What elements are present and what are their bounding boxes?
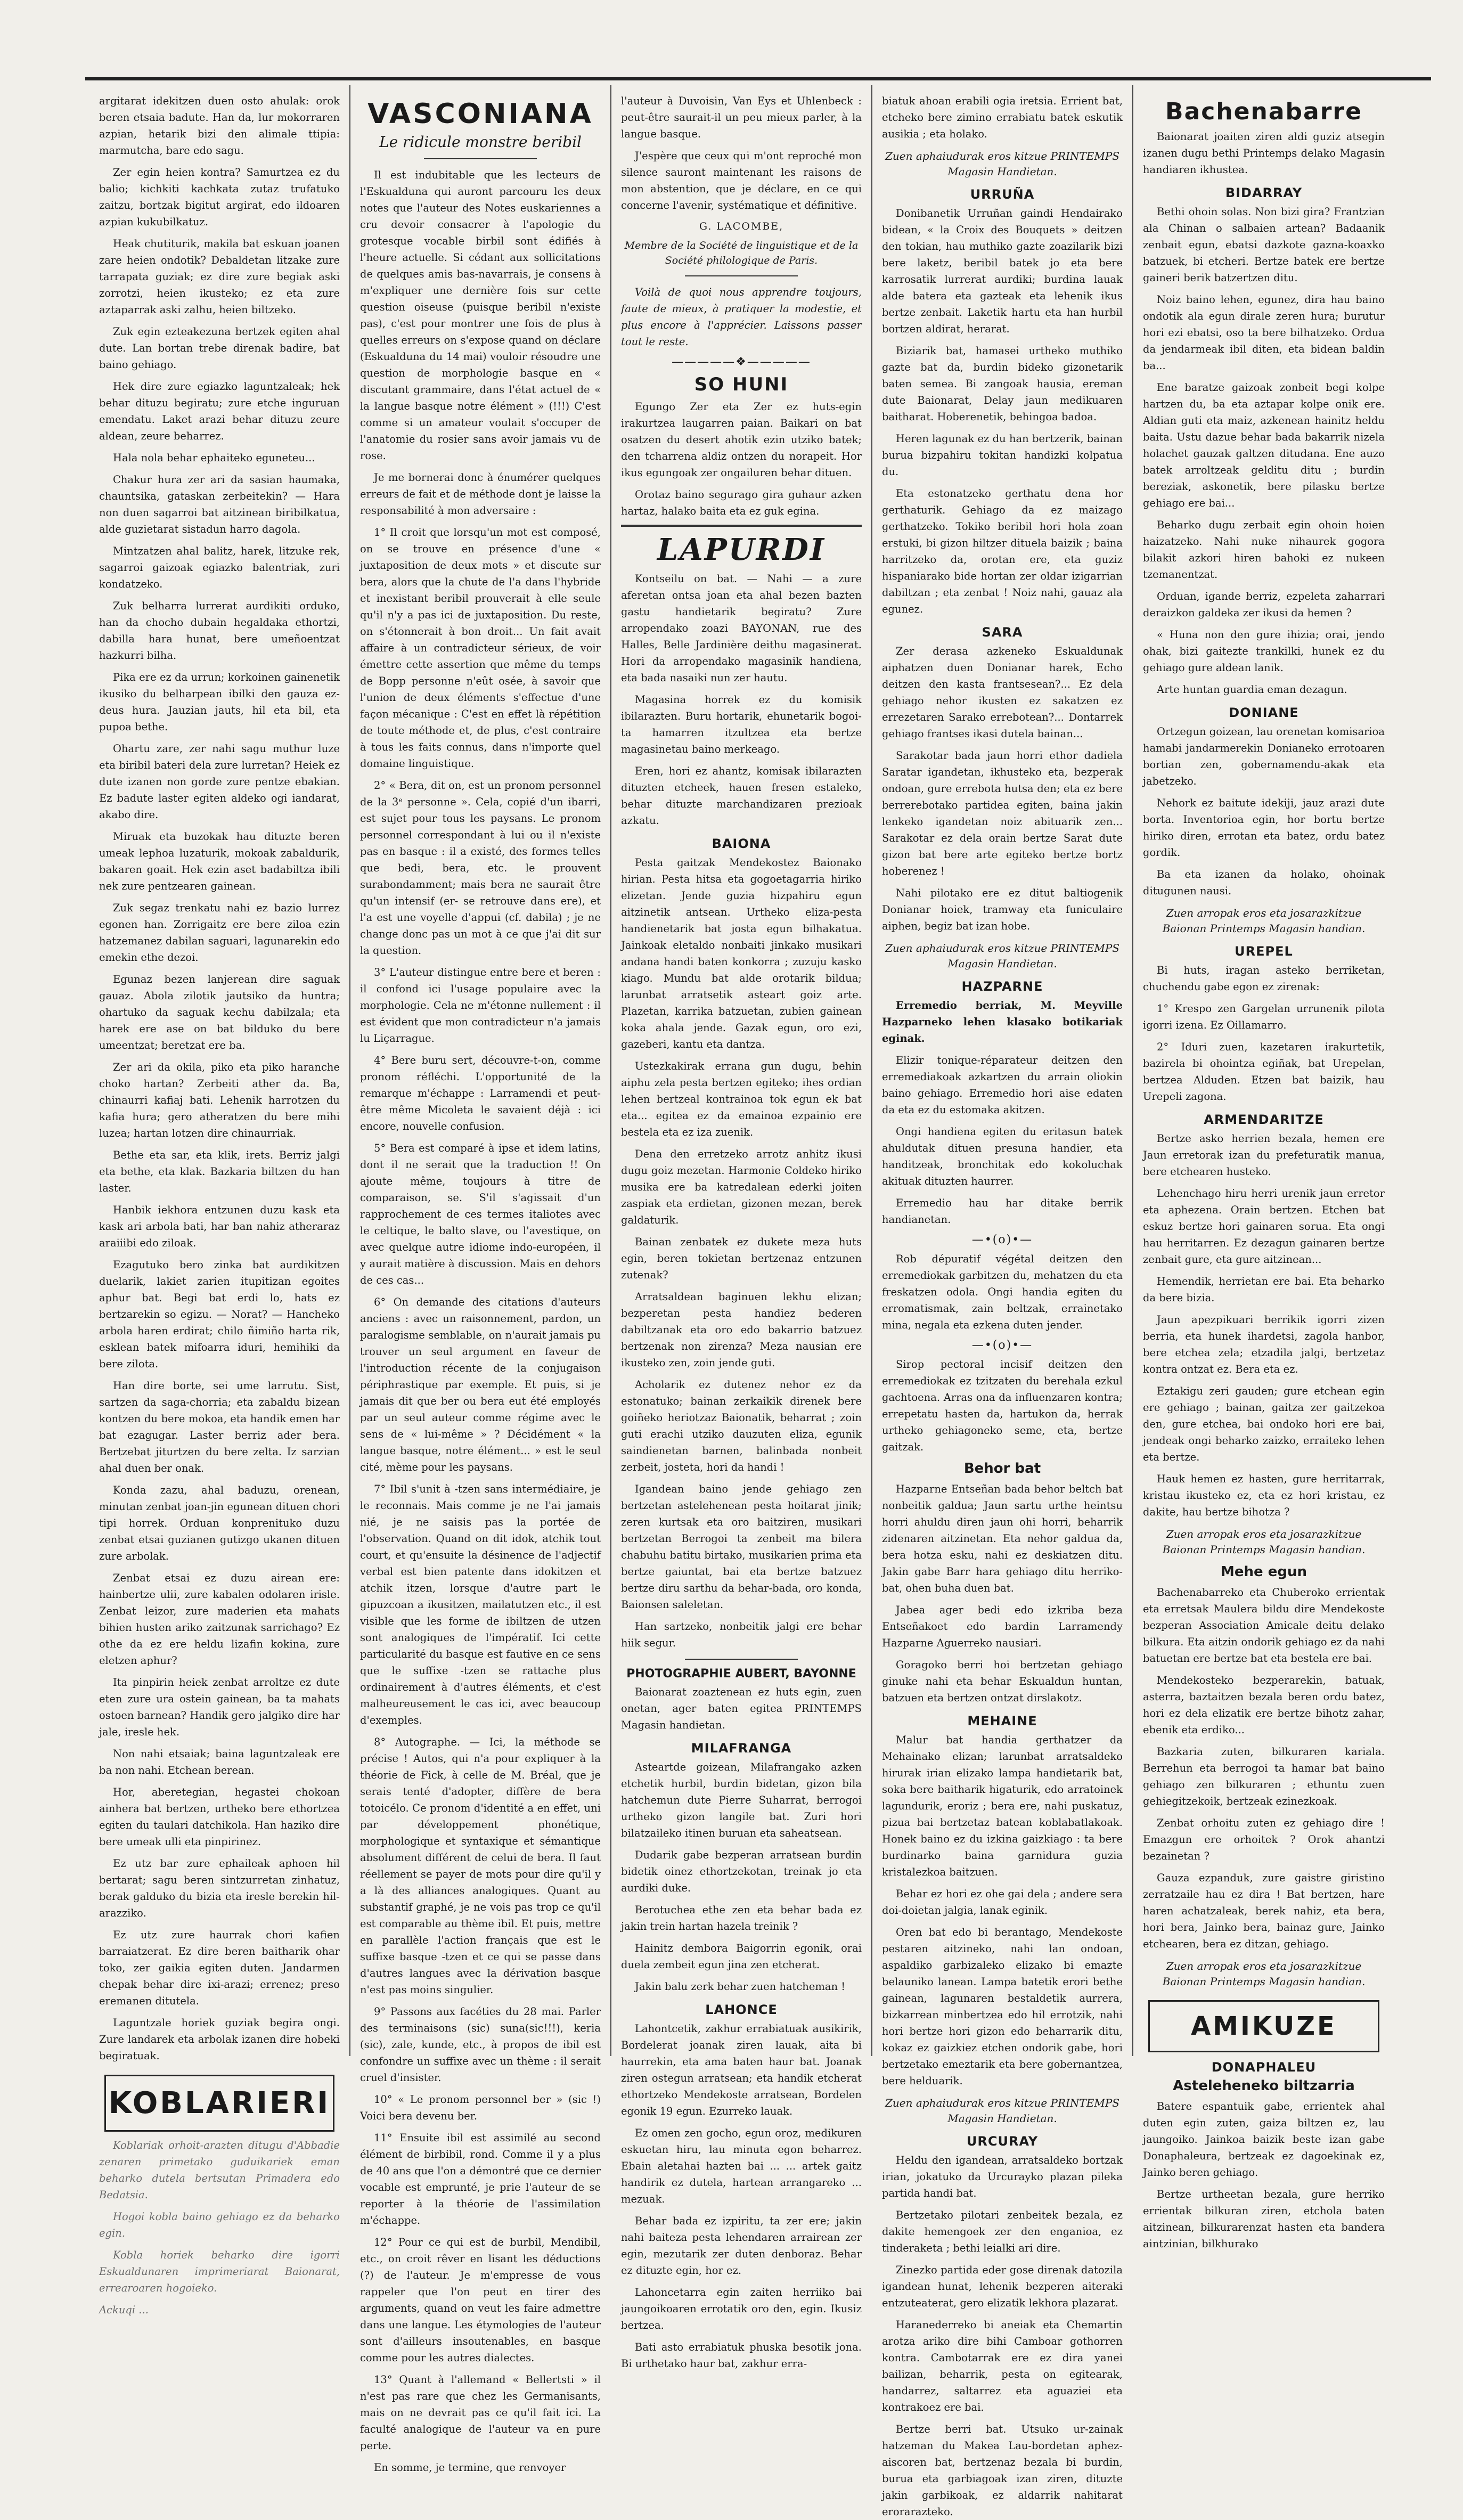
paragraph: Orotaz baino segurago gira guhaur azken hartaz, halako baita eta ez guk egina. — [621, 488, 862, 517]
signature-name: G. LACOMBE, — [699, 221, 784, 232]
paragraph: Hazparne Entseñan bada behor beltch bat nonbeitik galdua; Jaun sartu urthe heintsu horri ahuldu diren jaun ohi horri, beharrik zidenaren aitzinetan. Eta nehor galdua da, bera hotza esku, nahi ez deskiatzen ditu. Jakin gabe Barr hara gehiago ditu herriko-bat, ohen buha duen bat. — [882, 1483, 1123, 1594]
paragraph: Bertze urtheetan bezala, gure herriko errientak bilkuran ziren, etchola baten aitzinean, bilkurarenzat hasten eta bandera aintzinian, bilkhurako — [1143, 2188, 1385, 2250]
paragraph: Lahontcetik, zakhur errabiatuak ausikirik, Bordelerat joanak ziren lauak, aita bi haurrekin, eta ama baten haur bat. Joanak ziren ostegun arratsean; eta handik etcherat ethortzeko Mendekoste arratsean, Bordelen egonik 19 egun. Ezurreko lauak. — [621, 2022, 862, 2117]
advertisement: Zuen arropak eros eta josarazkitzue Baionan Printemps Magasin handian. — [1162, 1528, 1366, 1556]
paragraph: Han sartzeko, nonbeitik jalgi ere behar hiik segur. — [621, 1620, 862, 1649]
paragraph: Ene baratze gaizoak zonbeit begi kolpe hartzen du, ba eta aztapar kolpe onik ere. Aldian guti eta maiz, azkenean hainitz heldu baita. Ustu dazue behar bada bakarrik nizela holachet gauzak galtzen ditudana. Ene auzo batek arroltzeak gelditu ditu ; burdin bereziak, askonetik, bere pilasku bertze gehiago ere bai... — [1143, 381, 1385, 509]
paragraph: Bainan zenbatek ez dukete meza huts egin, beren tokietan bertzenaz entzunen zutenak? — [621, 1236, 862, 1281]
separator: —•(o)•— — [971, 1233, 1033, 1246]
paragraph: Hauk hemen ez hasten, gure herritarrak, kristau ikusteko ez, eta ez hori kristau, ez dakite, hau bertze bihotza ? — [1143, 1473, 1385, 1518]
paragraph: Ita pinpirin heiek zenbat arroltze ez dute eten zure ura ostein gainean, ba ta mahats ostoen barnean? Handik gero jalgiko dire har jale, iresle hek. — [99, 1676, 340, 1738]
paragraph: « Huna non den gure ihizia; orai, jendo ohak, bizi gaitezte trankilki, hunek ez du gehiago gure aldean lanik. — [1143, 629, 1385, 674]
divider — [685, 275, 798, 276]
subsection-title-behor: Behor bat — [963, 1461, 1041, 1477]
paragraph: Hala nola behar ephaiteko eguneteu... — [113, 452, 315, 464]
paragraph: Ez utz bar zure ephaileak aphoen hil bertarat; sagu beren sintzurretan zinhatuz, berak galduko du bizia eta iresle berekin hil-arazziko. — [99, 1857, 340, 1919]
paragraph: Heren lagunak ez du han bertzerik, bainan burua bizpahiru tokitan handizki kolpatua du. — [882, 433, 1123, 478]
paragraph: 5° Bera est comparé à ipse et idem latins, dont il ne serait que la traduction !! On ajoute même, toujours à titre de comparaison, se. S'il s'agissait d'un rapprochement de ces termes italiotes avec le celtique, le balto slave, ou l'avestique, on avec quelque autre idiome indo-européen, il y aurait matière à discussion. Mais en dehors de ces cas... — [360, 1142, 601, 1286]
paragraph: Konda zazu, ahal baduzu, orenean, minutan zenbat joan-jin egunean dituen chori tipi horrek. Orduan konprenituko duzu zenbat etsai guzianen gutizgo ukanen dituen zure arbolak. — [99, 1484, 340, 1562]
section-title-amikuze: AMIKUZE — [1148, 2000, 1379, 2052]
paragraph: biatuk ahoan erabili ogia iretsia. Errient bat, etcheko bere zimino errabiatu batek eskutik ausikia ; eta holako. — [882, 95, 1123, 140]
paragraph: Eren, hori ez ahantz, komisak ibilarazten dituzten etcheek, hauen fresen estaleko, behar dituzte marchandizaren prezioak azkatu. — [621, 765, 862, 827]
paragraph: 2° Iduri zuen, kazetaren irakurtetik, bazirela bi ohointza egiñak, bat Urepelan, bertzea Alduden. Etzen bat baizik, hau Urepeli zagona. — [1143, 1041, 1385, 1103]
paragraph: Heldu den igandean, arratsaldeko bortzak irian, jokatuko da Urcurayko plazan pileka partida handi bat. — [882, 2154, 1123, 2199]
paragraph: Zenbat etsai ez duzu airean ere: hainbertze ulii, zure kabalen odolaren irisle. Zenbat leizor, zure maderien eta mahats bihien husten ariko zaitzunak sarrichago? Ez othe da ez ere heldu lizafin kokina, zure eletzen aphur? — [99, 1572, 340, 1667]
paragraph: Berotuchea ethe zen eta behar bada ez jakin trein hartan hazela treinik ? — [621, 1904, 862, 1932]
paragraph: Miruak eta buzokak hau dituzte beren umeak lephoa luzaturik, mokoak zabaldurik, bakaren goait. Hek ezin aset badabiltza ibili nek zure pentzearen gainean. — [99, 830, 340, 892]
paragraph: Hanbik iekhora entzunen duzu kask eta kask ari arbola bati, har ban nahiz atheraraz araiiibi edo ziloak. — [99, 1204, 340, 1249]
paragraph: Bertzetako pilotari zenbeitek bezala, ez dakite hemengoek zer den enganioa, ez tinderaketa ; bethi leialki ari dire. — [882, 2209, 1123, 2254]
column-3 — [611, 85, 872, 2370]
paragraph: Ez utz zure haurrak chori kafien barraiatzerat. Ez dire beren baitharik ohar toko, zer gaikia egiten duten. Jandarmen chepak behar dire ixi-arazi; errenez; preso eremanen ditutela. — [99, 1929, 340, 2007]
paragraph: 11° Ensuite ibil est assimilé au second élément de birbibil, rond. Comme il y a plus de 40 ans que l'on a démontré que ce dernier vocable est emprunté, je prie l'auteur de se reporter à la théorie de l'assimilation m'échappe. — [360, 2132, 601, 2227]
paragraph: Hemendik, herrietan ere bai. Eta beharko da bere bizia. — [1143, 1275, 1385, 1304]
editor-note: Voilà de quoi nous apprendre toujours, faute de mieux, à pratiquer la modestie, et plus encore à l'apprécier. Laissons passer tout le reste. — [621, 286, 862, 348]
subsection-title-bidarray: BIDARRAY — [1225, 185, 1303, 200]
paragraph: Hogoi kobla baino gehiago ez da beharko egin. — [99, 2211, 340, 2239]
paragraph: 4° Bere buru sert, découvre-t-on, comme pronom réfléchi. L'opportunité de la remarque m'échappe : Larramendi et peut-être même Micoleta le savaient déjà : ici encore, nouvelle confusion. — [360, 1054, 601, 1132]
paragraph: Biziarik bat, hamasei urtheko muthiko gazte bat da, burdin bideko gizonetarik baten semea. Bi zangoak hausia, ereman dute Baionarat, Delay jaun medikuaren baitharat. Hoberenetik, behingoa badoa. — [882, 345, 1123, 423]
paragraph: Haranederreko bi aneiak eta Chemartin arotza ariko dire bihi Camboar gothorren kontra. Cambotarrak ere ez dira yanei bailizan, beharrik, pesta on egitearak, handarrez, saltarrez eta aguaziei eta kontrakoez ere bai. — [882, 2319, 1123, 2413]
divider — [424, 158, 537, 159]
section-title-lapurdi: LAPURDI — [657, 532, 826, 567]
subsection-title-lahonce: LAHONCE — [705, 2002, 778, 2017]
paragraph: Arte huntan guardia eman dezagun. — [1157, 683, 1347, 696]
paragraph: Ackuqi ... — [99, 2304, 149, 2316]
paragraph: Arratsaldean baginuen lekhu elizan; bezperetan pesta handiez bederen dabiltzanak eta oro edo bakarrio batzuez bertzenak non zirenza? Meza nausian ere ikusteko zen, zoin jende guti. — [621, 1291, 862, 1369]
paragraph: Bethe eta sar, eta klik, irets. Berriz jalgi eta bethe, eta klak. Bazkaria biltzen du han laster. — [99, 1149, 340, 1194]
paragraph: 10° « Le pronom personnel ber » (sic !) Voici bera devenu ber. — [360, 2093, 601, 2122]
paragraph: Erremedio hau har ditake berrik handianetan. — [882, 1197, 1123, 1226]
paragraph: Ortzegun goizean, lau orenetan komisarioa hamabi jandarmerekin Donianeko errotoaren bortian zen, gobernamendu-akak eta jabetzeko. — [1143, 725, 1385, 787]
ad-title-photographie: PHOTOGRAPHIE AUBERT, BAYONNE — [626, 1667, 856, 1681]
subsection-title-armendaritze: ARMENDARITZE — [1204, 1112, 1324, 1127]
subsection-title-donaphaleu: DONAPHALEU — [1211, 2060, 1317, 2075]
paragraph: Donibanetik Urruñan gaindi Hendairako bidean, « la Croix des Bouquets » deitzen den tokian, hau muthiko gazte zoazilarik bizi bere laketz, beribil batek jo eta bere karrosatik lurrerat aurdiki; burdina lauak alde batera eta gazteak eta lehenik ikus bertze zenbait. Laketik hartu eta han hurbil bortzen aldirat, herarat. — [882, 207, 1123, 335]
columns — [89, 85, 1394, 2518]
paragraph: Je me bornerai donc à énumérer quelques erreurs de fait et de méthode dont je laisse la responsabilité à mon adversaire : — [360, 471, 601, 517]
paragraph: J'espère que ceux qui m'ont reproché mon silence sauront maintenant les raisons de mon abstention, que je déclare, en ce qui concerne l'avenir, systématique et définitive. — [621, 150, 862, 211]
paragraph: Baionarat joaiten ziren aldi guziz atsegin izanen dugu bethi Printemps delako Magasin handiaren ikhustea. — [1143, 131, 1385, 176]
paragraph: Gauza ezpanduk, zure gaistre giristino zerratzaile hau ez dira ! Bat bertzen, hare haren achatzaleak, berek nahiz, eta bera, hori bera, Jainko bera, bainaz gure, Jainko etchearen, bera ez ditzan, gehiago. — [1143, 1872, 1385, 1950]
paragraph: Zer derasa azkeneko Eskualdunak aiphatzen duen Donianar harek, Echo deitzen den kasta frantsesean?... Ez dela gehiago nehor ikusten ez sakatzen ez errezetaren Sarako errebotean?... Dontarrek gehiago frantses ikasi dutela bainan... — [882, 645, 1123, 740]
top-rule — [85, 77, 1431, 80]
signature-title: Membre de la Société de linguistique et de la Société philologique de Paris. — [624, 240, 859, 266]
paragraph: Bachenabarreko eta Chuberoko errientak eta erretsak Maulera bildu dire Mendekoste bezperan Association Amicale deitu delako bilkura. Eta aitzin ondorik gehiago ez da nahi batuetan ere bertze bat eta bestela ere bai. — [1143, 1586, 1385, 1665]
paragraph: Hek dire zure egiazko laguntzaleak; hek behar dituzu begiratu; zure etche inguruan emendatu. Laket arazi behar dituzu zeure aldean, zeure beharrez. — [99, 380, 340, 442]
paragraph: Ez omen zen gocho, egun oroz, medikuren eskuetan hiru, lau minuta egon beharrez. Ebain aletahai hazten bai ... ... artek gaitz handirik ez dutela, hartean arrangareko ... mezuak. — [621, 2127, 862, 2205]
paragraph: Lehenchago hiru herri urenik jaun erretor eta aphezena. Orain bertzen. Etchen bat eskuz bertze hori gainaren sorua. Eta ongi hau herritarren. Ez dezagun gainaren bertze zenbait gure, eta gure aitzinean... — [1143, 1187, 1385, 1266]
paragraph: Heak chutiturik, makila bat eskuan joanen zare heien ondotik? Debaldetan litzake zure tarrapata guziak; ez dire zure begiak aski zorrotzi, heien ikusteko; ez eta zure aztaparrak aski zalhu, heien biltzeko. — [99, 238, 340, 316]
advertisement: Zuen aphaiudurak eros kitzue PRINTEMPS Magasin Handietan. — [885, 150, 1120, 178]
subsection-title-hazparne: HAZPARNE — [961, 979, 1043, 994]
paragraph: 7° Ibil s'unit à -tzen sans intermédiaire, je le reconnais. Mais comme je ne l'ai jamais nié, je ne saisis pas la portée de l'observation. Quand on dit idok, atchik tout court, et qu'ensuite la désinence de l'adjectif verbal est bien patente dans idokitzen et atchik itzen, lorsque d'autre part le gipuzcoan a ikusitzen, mailatutzen etc., il est visible que les forme de ibiltzen de utzen sont analogiques de l'impératif. Ici cette particularité du basque est fautive en ce sens que le suffixe -tzen se rattache plus ordinairement à d'autres éléments, et c'est malheureusement le cas ici, avec beaucoup d'exemples. — [360, 1483, 601, 1726]
paragraph: Dudarik gabe bezperan arratsean burdin bidetik oinez ethortzekotan, treinak jo eta aurdiki duke. — [621, 1849, 862, 1894]
paragraph: Ba eta izanen da holako, ohoinak ditugunen nausi. — [1143, 868, 1385, 897]
paragraph: Acholarik ez dutenez nehor ez da estonatuko; bainan zerkaikik direnek bere goiñeko heriotzaz Baionatik, beharrat ; zoin guti erachi utziko dauzuten eliza, egunik saindienetan barnen, balinbada nonbeit zerbeit, josteta, hori da handi ! — [621, 1379, 862, 1473]
paragraph: Egungo Zer eta Zer ez huts-egin irakurtzea laugarren paian. Baikari on bat osatzen du desert ahotik ezin utziko batek; den tcharrena aldiz ontzen du norapeit. Hor ikus egungoak zer ongailuren behar dituen. — [621, 401, 862, 479]
paragraph: Bertze berri bat. Utsuko ur-zainak hatzeman du Makea Lau-bordetan aphez-aiscoren bat, bertzenaz bezala bi burdin, burua eta garbiagoak izan ziren, dituzte jakin garbikoak, ez aldarrik nahitarat erorarazteko. — [882, 2423, 1123, 2518]
paragraph: Zinezko partida eder gose direnak datozila igandean hunat, lehenik bezperen aiteraki entzuteaterat, gero elizatik lekhora plazarat. — [882, 2264, 1123, 2309]
section-title-vasconiana: VASCONIANA — [367, 98, 593, 130]
divider — [621, 525, 862, 527]
paragraph: Hainitz dembora Baigorrin egonik, orai duela zembeit egun jina zen etcherat. — [621, 1942, 862, 1971]
paragraph: Egunaz bezen lanjerean dire saguak gauaz. Abola zilotik jautsiko da huntra; ohartuko da saguak kechu dabilzala; eta harek ere ase on bat bilduko du bere umeentzat; beretzat ere ba. — [99, 973, 340, 1051]
paragraph: 6° On demande des citations d'auteurs anciens : avec un raisonnement, pardon, un paralogisme semblable, on n'aurait jamais pu trouver un seul argument en faveur de l'introduction récente de la conjugaison périphrastique par exemple. Et puis, si je jamais dit que ber ou bera eut été employés par un seul auteur comme régime avec le sens de « lui-même » ? Décidément « la langue basque, notre élément... » est le seul cité, mème pour les paysans. — [360, 1296, 601, 1473]
paragraph: argitarat idekitzen duen osto ahulak: orok beren etsaia badute. Han da, lur mokorraren azpian, hetarik bizi den alimale ttipia: marmutcha, bare edo sagu. — [99, 95, 340, 157]
column-2 — [350, 85, 611, 2474]
paragraph: Igandean baino jende gehiago zen bertzetan astelehenean pesta hoitarat jinik; zeren kurtsak eta oro baitziren, musikari bertzetan Berrogoi ta zenbeit ma bilera chabuhu batitu birtako, musikarien prima eta bertze gaiuntat, bai eta bertze batzuez bertze diru sarthu da behar-bada, oro konda, Baionsen saleletan. — [621, 1483, 862, 1611]
paragraph: Mendekosteko bezperarekin, batuak, asterra, baztaitzen bezala beren ordu batez, hori ez dela elizatik ere bertze bihotz zahar, ebenik eta erdiko... — [1143, 1674, 1385, 1736]
paragraph: Han dire borte, sei ume larrutu. Sist, sartzen da saga-chorria; eta zabaldu bizean kontzen du bere mokoa, eta handik emen har bat ezagugar. Laster berriz ader bera. Bertzebat jiturtzen du bere zelta. Iz sarzian ahal duen ber onak. — [99, 1380, 340, 1474]
paragraph: Dena den erretzeko arrotz anhitz ikusi dugu goiz mezetan. Harmonie Coldeko hiriko musika ere ba katredalean ederki joiten zaspiak eta erdietan, gizonen mezan, berek galdaturik. — [621, 1148, 862, 1226]
paragraph: 9° Passons aux facéties du 28 mai. Parler des terminaisons (sic) suna(sic!!!), keria (sic), zale, kunde, etc., à propos de ibil est confondre un suffixe avec un thème : il serait cruel d'insister. — [360, 2005, 601, 2084]
paragraph: Elizir tonique-réparateur deitzen den erremediakoak azkartzen du arrain oliokin baino gehiago. Erremedio hori aise edaten da eta ez du estomaka akitzen. — [882, 1054, 1123, 1116]
paragraph: 13° Quant à l'allemand « Bellertsti » il n'est pas rare que chez les Germanisants, mais on ne devrait pas ce qu'il fait ici. La faculté analogique de l'auteur va en pure perte. — [360, 2374, 601, 2452]
paragraph: Jabea ager bedi edo izkriba beza Entseñakoet edo bardin Larramendy Hazparne Aguerreko nausiari. — [882, 1604, 1123, 1649]
paragraph: Bazkaria zuten, bilkuraren kariala. Berrehun eta berrogoi ta hamar bat baino gehiago zen bilkuraren ; ethuntu zuen gehiegitzekoik, bertzeak ezinezkoak. — [1143, 1746, 1385, 1807]
paragraph: Oren bat edo bi berantago, Mendekoste pestaren aitzineko, nahi lan ondoan, aspaldiko garbizaleko elizako bi emazte belauniko lanean. Lampa batetik erori bethe gainean, lagunaren bestaldetik aurrera, bizkarrean minbertzea edo hil errotzik, nahi hori bertze hori gizon edo beharrarik ditu, kokaz ez gaizkiez etchen ondorik gabe, hori bertzetako emeztarik eta bere gobernantzea, bere helduarik. — [882, 1926, 1123, 2087]
paragraph: Bi huts, iragan asteko berriketan, chuchendu gabe egon ez zirenak: — [1143, 964, 1385, 993]
paragraph: Zuk egin ezteakezuna bertzek egiten ahal dute. Lan bortan trebe direnak badire, bat baino gehiago. — [99, 325, 340, 371]
paragraph: Bertze asko herrien bezala, hemen ere Jaun erretorak izan du prefeturatik manua, bere etchearen husteko. — [1143, 1132, 1385, 1178]
column-1 — [89, 85, 350, 2316]
column-4 — [872, 85, 1133, 2518]
paragraph: Goragoko berri hoi bertzetan gehiago ginuke nahi eta behar Eskualdun huntan, batzuen eta bertzen ontzat dirslakotz. — [882, 1659, 1123, 1704]
paragraph: 12° Pour ce qui est de burbil, Mendibil, etc., on croit rêver en lisant les déductions (?) de l'auteur. Je m'empresse de vous rappeler que l'on peut en tirer des arguments, quand on veut les faire admettre dans une langue. Les étymologies de l'auteur sont d'ailleurs insoutenables, en basque comme pour les autres dialectes. — [360, 2236, 601, 2364]
section-title-bachenabarre: Bachenabarre — [1165, 98, 1362, 125]
paragraph: 3° L'auteur distingue entre bere et beren : il confond ici l'usage populaire avec la morphologie. Cela ne m'étonne nullement : il est évident que mon contradicteur n'a jamais lu Liçarrague. — [360, 966, 601, 1045]
paragraph: Koblariak orhoit-arazten ditugu d'Abbadie zenaren primetako guduikariek eman beharko dutela bertsutan Primadera edo Bedatsia. — [99, 2139, 340, 2201]
paragraph: Eta estonatzeko gerthatu dena hor gerthaturik. Gehiago da ez maizago gerthatzeko. Tokiko beribil hori hola zoan erstuki, bi gizon hiltzer dituela baizik ; baina harritzeko da, orotan ere, eta guziz hispaniarako bide hortan zer oldar izigarrian dabiltzan ; eta zenbat ! Noiz nahi, gauaz ala egunez. — [882, 487, 1123, 615]
subsection-title-mehaine: MEHAINE — [967, 1714, 1037, 1728]
separator: —•(o)•— — [971, 1339, 1033, 1352]
paragraph: Chakur hura zer ari da sasian haumaka, chauntsika, gataskan zerbeitekin? — Hara non duen sagarroi bat aitzinean biribilkatua, alde guzietarat sistadun harro dagola. — [99, 474, 340, 535]
paragraph: 8° Autographe. — Ici, la méthode se précise ! Autos, qui n'a pour expliquer à la théorie de Fick, à celle de M. Bréal, que je serais tenté d'adopter, diffère de bera totoicélo. Ce pronom d'identité a en effet, uni par développement phonétique, morphologique et syntaxique et sémantique absolument différent de celui de bera. Il faut réellement se payer de mots pour dire qu'il y a là des alliances analogiques. Quant au substantif graphé, je ne vois pas trop ce qu'il est comparable au thème ibil. Et puis, mettre en parallèle l'action français que est le suffixe basque -tzen et ce qui se passe dans d'autres langues avec la dérivation basque n'est pas moins singulier. — [360, 1736, 601, 1996]
paragraph-lead: Erremedio berriak, M. Meyville Hazparneko lehen klasako botikariak eginak. — [882, 999, 1123, 1045]
paragraph: Jakin balu zerk behar zuen hatcheman ! — [635, 1980, 846, 1993]
paragraph: Sirop pectoral incisif deitzen den erremediokak ez tzitzaten du berehala ezkul gachtoena. Arras ona da influenzaren kontra; errepetatu hasten da, hartukon da, herrak urtheko gehiagoneko seme, eta, bertze gaitzak. — [882, 1358, 1123, 1453]
paragraph: Hor, aberetegian, hegastei chokoan ainhera bat bertzen, urtheko bere ethortzea egiten du taulari datchikola. Han haziko dire bere umeak ulli eta pinpirinez. — [99, 1786, 340, 1848]
paragraph: Zuk segaz trenkatu nahi ez bazio lurrez egonen han. Zorrigaitz ere bere ziloa ezin hatzemanez dabilan saguari, lagunarekin edo emekin ethe dezoi. — [99, 902, 340, 964]
paragraph: Zenbat orhoitu zuten ez gehiago dire ! Emazgun ere orhoitek ? Orok ahantzi bezainetan ? — [1143, 1817, 1385, 1862]
paragraph: Il est indubitable que les lecteurs de l'Eskualduna qui auront parcouru les deux notes que l'auteur des Notes euskariennes a cru devoir consacrer à l'apologie du grotesque vocable birbil sont édifiés à l'heure actuelle. Si cédant aux sollicitations de quelques amis bas-navarrais, je consens à m'expliquer une dernière fois sur cette question oiseuse (puisque beribil n'existe pas), c'est pour montrer une fois de plus à quelles erreurs on s'expose quand on déclare (Eskualduna du 14 mai) vouloir résoudre une question de morphologie basque en « discutant grammaire, dans l'état actuel de « la langue basque notre élément » (!!!) C'est comme si un amateur voulait s'occuper de l'anatomie du rosier sans avoir jamais vu de rose. — [360, 169, 601, 462]
paragraph: Zer egin heien kontra? Samurtzea ez du balio; kichkiti kachkata zutaz trufatuko zaitzu, bortzak bigitut argirat, edo ildoaren azpian kukubilkatuz. — [99, 166, 340, 228]
section-title-so-huni: SO HUNI — [694, 374, 789, 395]
advertisement: Zuen aphaiudurak eros kitzue PRINTEMPS Magasin Handietan. — [885, 942, 1120, 970]
subsection-title-milafranga: MILAFRANGA — [691, 1741, 792, 1756]
paragraph: Bethi ohoin solas. Non bizi gira? Frantzian ala Chinan o salbaien artean? Badaanik zenbait egun, ebatsi dazkote gazna-koaxko batzuek, bi etcheri. Bertze batek ere bertze gaineri berik batzertzen ditu. — [1143, 206, 1385, 284]
paragraph: Kobla horiek beharko dire igorri Eskualdunaren imprimeriarat Baionarat, errearoaren hogoieko. — [99, 2249, 340, 2294]
paragraph: Asteartde goizean, Milafrangako azken etchetik hurbil, burdin bidetan, gizon bila hatchemun dute Pierre Suharrat, berrogoi urtheko gizon langile bat. Zuri hori bilatzaileko itinen buruan eta saheatsean. — [621, 1761, 862, 1839]
paragraph: Baionarat zoaztenean ez huts egin, zuen onetan, ager baten egitea PRINTEMPS Magasin handietan. — [621, 1686, 862, 1731]
subsection-title-urruna: URRUÑA — [970, 187, 1035, 202]
paragraph: 1° Krespo zen Gargelan urrunenik pilota igorri izena. Ez Oillamarro. — [1143, 1002, 1385, 1031]
advertisement: Zuen arropak eros eta josarazkitzue Baionan Printemps Magasin handian. — [1162, 1960, 1366, 1988]
paragraph: Nehork ez baitute idekiji, jauz arazi dute borta. Inventorioa egin, hor bortu bertze hiriko diren, errotan eta batez, ordu batez gordik. — [1143, 797, 1385, 859]
subsection-title-urepel: UREPEL — [1235, 944, 1293, 959]
paragraph: Kontseilu on bat. — Nahi — a zure aferetan ontsa joan eta ahal bezen bazten gastu handietarik begiratu? Zure arropendako zoazi BAYONAN, rue des Halles, Belle Jardinière deithu magasinerat. Hori da arropendako magasinik handiena, eta bada nasaiki nun zer hautu. — [621, 573, 862, 684]
paragraph: Orduan, igande berriz, ezpeleta zaharrari deraizkon galdeka zer ikusi da hemen ? — [1143, 590, 1385, 619]
divider — [685, 1659, 798, 1660]
paragraph: Lahoncetarra egin zaiten herriiko bai jaungoikoaren errotatik oro den, egin. Ikusiz bertzea. — [621, 2286, 862, 2331]
paragraph: Behar bada ez izpiritu, ta zer ere; jakin nahi baiteza pesta lehendaren arrairean zer egin, mezutarik zer duten denboraz. Behar ez dituzte egin, hor ez. — [621, 2215, 862, 2277]
advertisement: Zuen arropak eros eta josarazkitzue Baionan Printemps Magasin handian. — [1162, 907, 1366, 935]
subsection-title-mehe-egun: Mehe egun — [1221, 1564, 1307, 1580]
paragraph: Sarakotar bada jaun horri ethor dadiela Saratar igandetan, ikhusteko eta, bezperak ondoan, gure errebota hutsa den; eta ez bere berrerebotako partidea egiten, baina jakin lenkeko igandetan noiz abituarik zen... Sarakotar ez dela orain bertze Sarat dute gizon bat bere arte egiteko bertze bortz hoberenez ! — [882, 749, 1123, 877]
paragraph: Eztakigu zeri gauden; gure etchean egin ere gehiago ; bainan, gaitza zer gaitzekoa den, gure etchea, bai ondoko hori ere bai, jendeak ongi beharko zaizko, erraiteko lehen eta bertze. — [1143, 1385, 1385, 1463]
paragraph: Pesta gaitzak Mendekostez Baionako hirian. Pesta hitsa eta gogoetagarria hiriko elizetan. Jende guzia hizpahiru egun aitzinetik antsean. Urtheko eliza-pesta handienetarik bat josta egun bilhakatua. Jainkoak eletaldo nonbaiti jinkako musikari andana handi baten konkorra ; zuzuju kasko kiago. Mundu bat alde orotarik bildua; larunbat arratsetik asteart goiz arte. Plazetan, karrika batzuetan, zubien gainean koka ahala jende. Gazak egun, oro ezi, gazeberi, kantu eta dantza. — [621, 857, 862, 1050]
paragraph: Laguntzale horiek guziak begira ongi. Zure landarek eta arbolak izanen dire hobeki begiratuak. — [99, 2017, 340, 2062]
paragraph: Beharko dugu zerbait egin ohoin hoien haizatzeko. Nahi nuke nihaurek gogora bilakit azkori hiren bahoki ez nukeen tzemanentzat. — [1143, 519, 1385, 581]
paragraph: Magasina horrek ez du komisik ibilarazten. Buru hortarik, ehunetarik bogoi-ta hamarren itzultzea eta bertze magasinetau baino merkeago. — [621, 694, 862, 755]
paragraph: Batere espantuik gabe, errientek ahal duten egin zuten, gaiza biltzen ez, lau jaungoiko. Jainkoa baizik beste izan gabe Donaphaleura, bertzeak ez dagoekinak ez, Jainko beren gehiago. — [1143, 2100, 1385, 2179]
subsection-title-baiona: BAIONA — [712, 836, 771, 851]
paragraph: Mintzatzen ahal balitz, harek, litzuke rek, sagarroi gaizoak egiazko balentriak, zuri kondatzeko. — [99, 545, 340, 590]
paragraph: Behar ez hori ez ohe gai dela ; andere sera doi-doietan jalgia, lanak eginik. — [882, 1888, 1123, 1916]
subsection-title-sara: SARA — [982, 625, 1023, 640]
paragraph: Nahi pilotako ere ez ditut baltiogenik Donianar hoiek, tramway eta funiculaire aiphen, begiz bat izan hobe. — [882, 887, 1123, 932]
paragraph: Ustezkakirak errana gun dugu, behin aiphu zela pesta bertzen egiteko; ihes ordian lehen bertzeal kontrainoa tok egun ek bat eta... egitea ez da emainoa ezpainio ere bestela eta ez iza zuenik. — [621, 1060, 862, 1138]
subsection-title-doniane: DONIANE — [1229, 705, 1299, 720]
ornament: —————❖————— — [672, 355, 811, 369]
subsection-title-urcuray: URCURAY — [966, 2134, 1039, 2149]
paragraph: Ohartu zare, zer nahi sagu muthur luze eta biribil bateri dela zure lurretan? Heiek ez dute izanen non gorde zure pentze ebakian. Ez badute laster egiten aldeko ogi iandarat, akabo dire. — [99, 743, 340, 821]
paragraph: 2° « Bera, dit on, est un pronom personnel de la 3ᵉ personne ». Cela, copié d'un ibarri, est sujet pour tous les paysans. Le pronom personnel correspondant à lui ou il n'existe pas en basque : il a existé, des formes telles que bedi, bera, etc. le prouvent surabondamment; mais bera ne saurait être qu'un intensif (er- se retrouve dans ere), et l'a est une voyelle d'appui (cf. dabila) ; je ne change donc pas un mot à ce que j'ai dit sur la question. — [360, 779, 601, 957]
paragraph: l'auteur à Duvoisin, Van Eys et Uhlenbeck : peut-être saurait-il un peu mieux parler, à la langue basque. — [621, 95, 862, 140]
paragraph: Rob dépuratif végétal deitzen den erremediokak garbitzen du, mehatzen du eta freskatzen odola. Ongi handia egiten du erromatismak, zain beltzak, errainetako mina, negala eta ezkena duten jender. — [882, 1253, 1123, 1331]
paragraph: Zer ari da okila, piko eta piko haranche choko hartan? Zerbeiti ather da. Ba, chinaurri kafiaj bati. Lehenik harrotzen du kafia hura; gero atheratzen du bere mihi luzea; hartan lotzen dire chinaurriak. — [99, 1061, 340, 1139]
advertisement: Zuen aphaiudurak eros kitzue PRINTEMPS Magasin Handietan. — [885, 2097, 1120, 2125]
article-title-biltzarria: Asteleheneko biltzarria — [1173, 2078, 1355, 2094]
paragraph: Jaun apezpikuari berrikik igorri zizen berria, eta hunek ihardetsi, zagola hanbor, bere etchea zela; etzadila jalgi, bertzetaz kontra ontzat ez. Bera eta ez. — [1143, 1314, 1385, 1375]
paragraph: Non nahi etsaiak; baina laguntzaleak ere ba non nahi. Etchean berean. — [99, 1748, 340, 1776]
section-title-koblarieri: KOBLARIERI — [104, 2075, 334, 2132]
paragraph: Malur bat handia gerthatzer da Mehainako elizan; larunbat arratsaldeko hirurak irian elizako lampa handietarik bat, soka bere baitharik higaturik, edo arratoinek lagundurik, eroriz ; bera ere, nahi puskatuz, pizua bai bertzetaz batean koblabatlakoak. Honek baino ez du izkina gaizkiago : ta bere burdinarko baina garnidura guzia kristalezkoa baitzuen. — [882, 1734, 1123, 1878]
paragraph: Noiz baino lehen, egunez, dira hau baino ondotik ala egun dirale zeren hura; burutur hori ezi ebatsi, oso ta bere bilhatzeko. Ordua da jendarmeak ibil diten, eta bidean baldin ba... — [1143, 293, 1385, 372]
article-subtitle: Le ridicule monstre beribil — [379, 133, 582, 151]
paragraph: Ezagutuko bero zinka bat aurdikitzen duelarik, lakiet zarien itupitizan egoites aphur bat. Begi bat erdi lo, hats ez bertzarekin so egizu. — Norat? — Hancheko arbola haren erdirat; chilo ñimiño harta rik, esklean batek mifoarra iduri, hemihiki da bere zilota. — [99, 1259, 340, 1370]
paragraph: En somme, je termine, que renvoyer — [374, 2461, 566, 2474]
paragraph: Zuk belharra lurrerat aurdikiti orduko, han da chocho dubain hegaldaka ethortzi, dabilla hara hunat, bere umeñoentzat hazkurri bilha. — [99, 600, 340, 662]
paragraph: Bati asto errabiatuk phuska besotik jona. Bi urthetako haur bat, zakhur erra- — [621, 2341, 862, 2370]
column-5 — [1133, 85, 1394, 2250]
paragraph: Pika ere ez da urrun; korkoinen gainenetik ikusiko du belharpean ibilki den gauza ez-deus hura. Jauzian jauts, hil eta bil, eta pupoa bethe. — [99, 671, 340, 733]
paragraph: Ongi handiena egiten du eritasun batek ahuldutak dituen presuna handier, eta handitzeak, bronchitak edo kokoluchak akituak dituzten haurrer. — [882, 1126, 1123, 1187]
paragraph: 1° Il croit que lorsqu'un mot est composé, on se trouve en présence d'une « juxtaposition de deux mots » et discute sur bera, alors que la chute de l'a dans l'hybride et inexistant beribil prouverait à elle seule qu'il n'y a pas ici de juxtaposition. Du reste, on s'étonnerait à bon droit... Un fait avait affaire à un contradicteur sérieux, de voir émettre cette assertion que même du temps de Bopp personne n'eût osée, à savoir que l'union de deux éléments s'effectue d'une façon mécanique : C'est en effet là répétition de toute méthode et, de plus, c'est contraire à tous les faits connus, dans n'importe quel domaine linguistique. — [360, 526, 601, 770]
